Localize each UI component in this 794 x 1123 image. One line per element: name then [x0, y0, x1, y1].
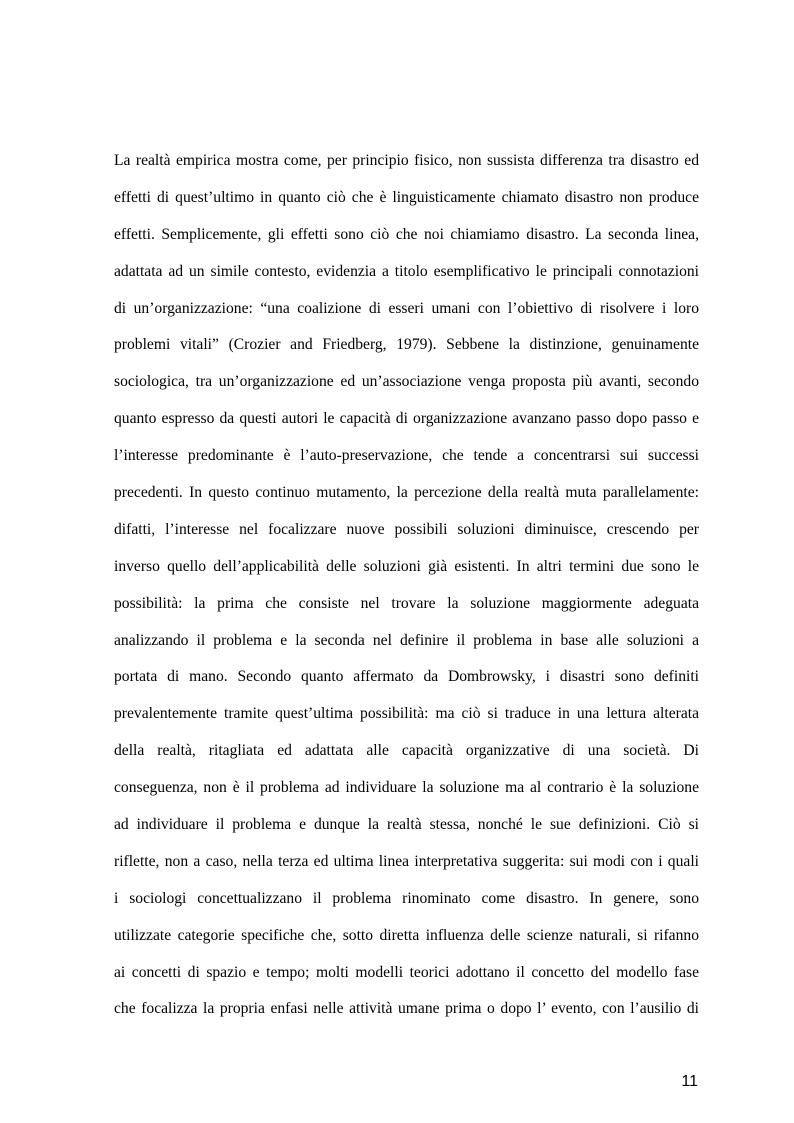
text-line: utilizzate categorie specifiche che, sotto diretta influenza delle scienze naturali, si rifanno	[114, 926, 699, 944]
text-line: sociologica, tra un’organizzazione ed un’associazione venga proposta più avanti, secondo	[114, 373, 699, 391]
body-paragraph	[114, 147, 699, 1032]
text-line: i sociologi concettualizzano il problema rinominato come disastro. In genere, sono	[114, 889, 699, 907]
text-line: di un’organizzazione: “una coalizione di esseri umani con l’obiettivo di risolvere i loro	[114, 299, 699, 317]
text-line: portata di mano. Secondo quanto affermato da Dombrowsky, i disastri sono definiti	[114, 668, 699, 686]
text-line: quanto espresso da questi autori le capacità di organizzazione avanzano passo dopo passo e	[114, 410, 699, 428]
text-line: problemi vitali” (Crozier and Friedberg, 1979). Sebbene la distinzione, genuinamente	[114, 336, 699, 354]
text-line: riflette, non a caso, nella terza ed ultima linea interpretativa suggerita: sui modi con i quali	[114, 852, 699, 870]
text-line: conseguenza, non è il problema ad individuare la soluzione ma al contrario è la soluzione	[114, 779, 699, 797]
text-line: possibilità: la prima che consiste nel trovare la soluzione maggiormente adeguata	[114, 594, 699, 612]
text-line: della realtà, ritagliata ed adattata alle capacità organizzative di una società. Di	[114, 742, 699, 760]
text-line: ai concetti di spazio e tempo; molti modelli teorici adottano il concetto del modello fase	[114, 963, 699, 981]
text-line: effetti. Semplicemente, gli effetti sono ciò che noi chiamiamo disastro. La seconda linea,	[114, 225, 699, 243]
text-line: effetti di quest’ultimo in quanto ciò che è linguisticamente chiamato disastro non produce	[114, 188, 699, 206]
text-line: inverso quello dell’applicabilità delle soluzioni già esistenti. In altri termini due sono le	[114, 557, 699, 575]
text-line: difatti, l’interesse nel focalizzare nuove possibili soluzioni diminuisce, crescendo per	[114, 520, 699, 538]
text-line: precedenti. In questo continuo mutamento, la percezione della realtà muta parallelamente:	[114, 484, 699, 502]
page-number: 11	[681, 1073, 698, 1090]
text-line: analizzando il problema e la seconda nel definire il problema in base alle soluzioni a	[114, 631, 699, 649]
text-line: adattata ad un simile contesto, evidenzia a titolo esemplificativo le principali connotazioni	[114, 262, 699, 280]
text-line: La realtà empirica mostra come, per principio fisico, non sussista differenza tra disastro ed	[114, 152, 699, 169]
text-line: che focalizza la propria enfasi nelle attività umane prima o dopo l’ evento, con l’ausilio di	[114, 1000, 699, 1018]
text-line: l’interesse predominante è l’auto-preservazione, che tende a concentrarsi sui successi	[114, 447, 699, 465]
text-line: ad individuare il problema e dunque la realtà stessa, nonché le sue definizioni. Ciò si	[114, 816, 699, 834]
text-line: prevalentemente tramite quest’ultima possibilità: ma ciò si traduce in una lettura alterata	[114, 705, 699, 723]
